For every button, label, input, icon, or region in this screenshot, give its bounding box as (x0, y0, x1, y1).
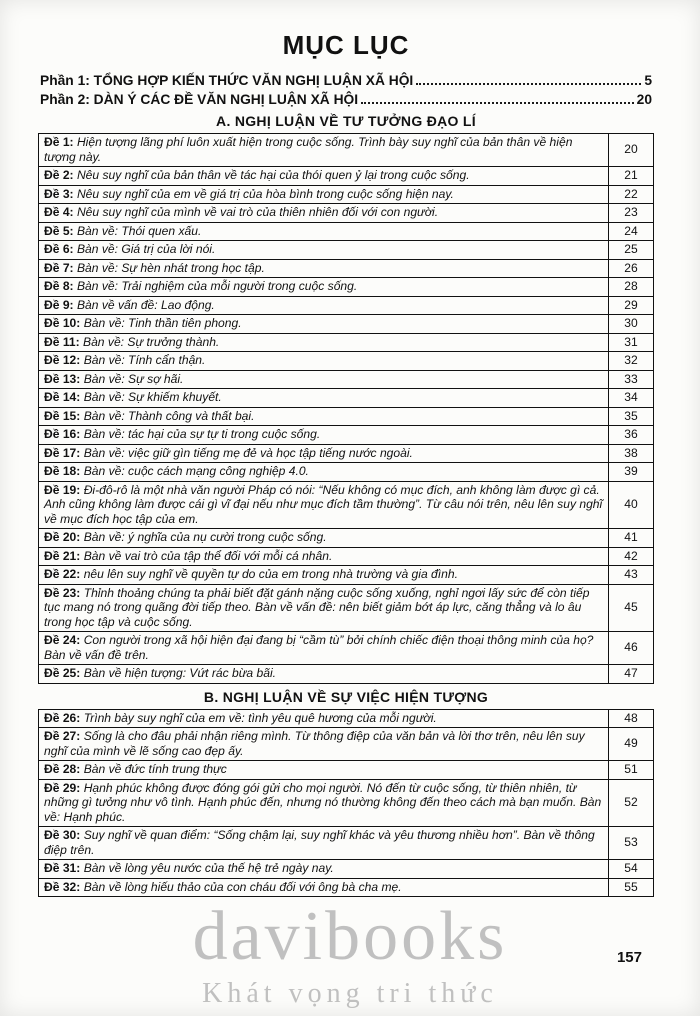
part-label: Phần 2: DÀN Ý CÁC ĐỀ VĂN NGHỊ LUẬN XÃ HỘI (40, 92, 359, 107)
entry-page-number: 26 (609, 259, 654, 278)
entry-label: Đề 24: (44, 633, 81, 647)
toc-table (38, 709, 654, 898)
entry-label: Đề 14: (44, 390, 81, 404)
entry-text: Bàn về: việc giữ gìn tiếng mẹ đẻ và học tập tiếng nước ngoài. (83, 445, 413, 460)
toc-sections (38, 113, 654, 897)
entry-page-number: 24 (609, 222, 654, 241)
entry-cell (39, 426, 609, 445)
entry-text: Đi-đô-rô là một nhà văn người Pháp có nói: “Nếu không có mục đích, anh không làm được gì cả. Anh cũng không làm được cái gì vĩ đại nếu như mục đích tầm thường”. Từ câu nói trên, nêu lên suy nghĩ về mục đích học tập của em. (44, 482, 603, 526)
entry-cell (39, 632, 609, 665)
entry-text: Suy nghĩ về quan điểm: “Sống chậm lại, suy nghĩ khác và yêu thương nhiều hơn”. Bàn về thông điệp trên. (44, 828, 595, 857)
entry-cell (39, 134, 609, 167)
table-row (39, 167, 654, 186)
entry-page-number: 42 (609, 547, 654, 566)
entry-text: Hiện tượng lãng phí luôn xuất hiện trong cuộc sống. Trình bày suy nghĩ của bản thân về hiện tượng này. (44, 135, 573, 164)
entry-label: Đề 25: (44, 666, 81, 680)
entry-label: Đề 16: (44, 427, 81, 441)
entry-label: Đề 5: (44, 223, 74, 238)
watermark-brand: davibooks (192, 898, 508, 975)
part-page: 5 (644, 73, 652, 88)
section-heading: A. NGHỊ LUẬN VỀ TƯ TƯỞNG ĐẠO LÍ (216, 113, 476, 129)
dot-leader (416, 83, 641, 85)
entry-page-number: 52 (609, 779, 654, 827)
entry-text: Bàn về vấn đề: Lao động. (76, 297, 215, 312)
table-row (39, 878, 654, 897)
table-row (39, 529, 654, 548)
entry-text: Bàn về: ý nghĩa của nụ cười trong cuộc sống. (83, 530, 327, 544)
entry-label: Đề 3: (44, 186, 74, 201)
entry-page-number: 34 (609, 389, 654, 408)
entry-cell (39, 167, 609, 186)
watermark (0, 898, 700, 1010)
entry-label: Đề 17: (44, 445, 81, 460)
entry-cell (39, 407, 609, 426)
entry-page-number: 46 (609, 632, 654, 665)
table-row (39, 204, 654, 223)
entry-cell (39, 463, 609, 482)
entry-page-number: 39 (609, 463, 654, 482)
entry-page-number: 48 (609, 709, 654, 728)
entry-label: Đề 26: (44, 710, 81, 725)
entry-text: Bàn về: Thói quen xấu. (76, 223, 202, 238)
entry-page-number: 31 (609, 333, 654, 352)
table-row (39, 426, 654, 445)
entry-text: Bàn về lòng hiếu thảo của con cháu đối với ông bà cha mẹ. (83, 879, 402, 894)
entry-text: Bàn về vai trò của tập thể đối với mỗi cá nhân. (83, 548, 333, 563)
entry-text: Bàn về hiện tượng: Vứt rác bừa bãi. (83, 666, 277, 680)
entry-label: Đề 2: (44, 168, 74, 182)
table-row (39, 389, 654, 408)
entry-page-number: 22 (609, 185, 654, 204)
section-heading: B. NGHỊ LUẬN VỀ SỰ VIỆC HIỆN TƯỢNG (203, 688, 489, 705)
entry-page-number: 35 (609, 407, 654, 426)
entry-text: Bàn về đức tính trung thực (83, 762, 227, 776)
parts-list (40, 73, 652, 107)
table-row (39, 463, 654, 482)
entry-text: Hạnh phúc không được đóng gói gửi cho mọi người. Nó đến từ cuộc sống, từ thiên nhiên, từ những gì tưởng như vô tình. Hạnh phúc đến, nhưng nó thường không đến theo cách mà bạn muốn. Bàn về: Hạnh phúc. (44, 780, 602, 824)
entry-cell (39, 444, 609, 463)
entry-cell (39, 665, 609, 684)
page-number: 157 (616, 949, 642, 966)
table-row (39, 296, 654, 315)
toc-table (38, 133, 654, 684)
entry-cell (39, 566, 609, 585)
entry-label: Đề 19: (44, 482, 81, 497)
entry-text: Bàn về: tác hại của sự tự ti trong cuộc sống. (83, 427, 321, 441)
entry-text: Sống là cho đâu phải nhận riêng mình. Từ thông điệp của văn bản và lời thơ trên, nêu lên suy nghĩ của mình về lẽ sống cao đẹp ấy. (44, 729, 585, 758)
entry-cell (39, 389, 609, 408)
entry-text: Bàn về: Sự trưởng thành. (83, 334, 220, 349)
entry-text: Bàn về: Tinh thần tiên phong. (83, 316, 242, 330)
entry-page-number: 36 (609, 426, 654, 445)
entry-label: Đề 29: (44, 780, 81, 795)
entry-cell (39, 481, 609, 529)
entry-label: Đề 13: (44, 371, 81, 386)
table-row (39, 278, 654, 297)
entry-cell (39, 878, 609, 897)
entry-cell (39, 315, 609, 334)
entry-page-number: 38 (609, 444, 654, 463)
entry-label: Đề 4: (44, 205, 74, 219)
entry-label: Đề 20: (44, 530, 81, 544)
table-row (39, 827, 654, 860)
entry-page-number: 21 (609, 167, 654, 186)
entry-page-number: 20 (609, 134, 654, 167)
table-row (39, 134, 654, 167)
entry-cell (39, 370, 609, 389)
entry-cell (39, 827, 609, 860)
entry-text: Con người trong xã hội hiện đại đang bị “cầm tù” bởi chính chiếc điện thoại thông minh của họ? Bàn về vấn đề trên. (44, 633, 594, 662)
entry-text: Bàn về: cuộc cách mạng công nghiệp 4.0. (83, 464, 309, 478)
table-row (39, 352, 654, 371)
entry-page-number: 23 (609, 204, 654, 223)
entry-cell (39, 584, 609, 632)
dot-leader (361, 102, 634, 104)
entry-label: Đề 27: (44, 729, 81, 743)
entry-page-number: 55 (609, 878, 654, 897)
entry-label: Đề 7: (44, 260, 74, 275)
watermark-slogan: Khát vọng tri thức (202, 978, 498, 1009)
entry-page-number: 43 (609, 566, 654, 585)
entry-page-number: 32 (609, 352, 654, 371)
table-row (39, 709, 654, 728)
entry-label: Đề 12: (44, 353, 81, 367)
table-row (39, 407, 654, 426)
table-row (39, 222, 654, 241)
part-entry-1 (40, 73, 652, 88)
entry-page-number: 30 (609, 315, 654, 334)
entry-text: Bàn về: Thành công và thất bại. (83, 408, 255, 423)
entry-page-number: 49 (609, 728, 654, 761)
page-title: MỤC LỤC (282, 30, 410, 60)
entry-label: Đề 8: (44, 279, 74, 293)
entry-label: Đề 9: (44, 297, 74, 312)
table-row (39, 444, 654, 463)
entry-cell (39, 241, 609, 260)
entry-text: Trình bày suy nghĩ của em về: tình yêu quê hương của mỗi người. (83, 710, 437, 725)
entry-cell (39, 779, 609, 827)
entry-text: Nêu suy nghĩ của mình về vai trò của thiên nhiên đối với con người. (76, 205, 439, 219)
entry-page-number: 25 (609, 241, 654, 260)
entry-page-number: 54 (609, 860, 654, 879)
entry-text: Bàn về: Giá trị của lời nói. (76, 242, 216, 256)
table-row (39, 632, 654, 665)
table-row (39, 185, 654, 204)
entry-label: Đề 11: (44, 334, 80, 349)
entry-text: Bàn về: Tính cẩn thận. (83, 353, 206, 367)
entry-cell (39, 333, 609, 352)
table-row (39, 370, 654, 389)
entry-cell (39, 860, 609, 879)
table-row (39, 481, 654, 529)
table-row (39, 333, 654, 352)
entry-cell (39, 259, 609, 278)
part-page: 20 (636, 92, 652, 107)
entry-text: Nêu suy nghĩ của em về giá trị của hòa bình trong cuộc sống hiện nay. (76, 186, 454, 201)
entry-cell (39, 728, 609, 761)
entry-text: Nêu suy nghĩ của bản thân về tác hại của thói quen ỷ lại trong cuộc sống. (76, 168, 470, 182)
entry-cell (39, 352, 609, 371)
entry-label: Đề 21: (44, 548, 81, 563)
part-label: Phần 1: TỔNG HỢP KIẾN THỨC VĂN NGHỊ LUẬN XÃ HỘI (40, 73, 414, 88)
table-row (39, 860, 654, 879)
entry-text: Bàn về: Sự khiếm khuyết. (83, 390, 222, 404)
entry-cell (39, 222, 609, 241)
table-row (39, 761, 654, 780)
entry-label: Đề 30: (44, 828, 81, 842)
entry-label: Đề 10: (44, 316, 81, 330)
entry-label: Đề 18: (44, 464, 81, 478)
table-row (39, 315, 654, 334)
table-row (39, 728, 654, 761)
entry-page-number: 47 (609, 665, 654, 684)
entry-page-number: 33 (609, 370, 654, 389)
entry-cell (39, 709, 609, 728)
table-row (39, 584, 654, 632)
entry-cell (39, 529, 609, 548)
entry-cell (39, 547, 609, 566)
table-row (39, 547, 654, 566)
entry-label: Đề 22: (44, 567, 81, 581)
entry-text: Thỉnh thoảng chúng ta phải biết đặt gánh nặng cuộc sống xuống, nghỉ ngơi lấy sức để còn tiếp tục mang nó trong quãng đời tiếp theo. Bàn về vấn đề: nên biết giảm bớt áp lực, căng thẳng và lo âu trong học tập và cuộc sống. (44, 585, 590, 629)
entry-page-number: 41 (609, 529, 654, 548)
entry-cell (39, 278, 609, 297)
entry-label: Đề 28: (44, 762, 81, 776)
part-entry-2 (40, 92, 652, 107)
entry-page-number: 45 (609, 584, 654, 632)
table-row (39, 241, 654, 260)
table-row (39, 779, 654, 827)
table-row (39, 259, 654, 278)
entry-label: Đề 15: (44, 408, 81, 423)
entry-page-number: 29 (609, 296, 654, 315)
entry-label: Đề 1: (44, 135, 74, 149)
entry-text: nêu lên suy nghĩ về quyền tự do của em trong nhà trường và gia đình. (83, 567, 458, 581)
entry-text: Bàn về: Sự hèn nhát trong học tập. (76, 260, 265, 275)
table-row (39, 566, 654, 585)
entry-label: Đề 32: (44, 879, 81, 894)
entry-label: Đề 31: (44, 861, 81, 875)
entry-cell (39, 761, 609, 780)
entry-cell (39, 185, 609, 204)
entry-cell (39, 204, 609, 223)
entry-cell (39, 296, 609, 315)
entry-label: Đề 23: (44, 585, 81, 600)
entry-label: Đề 6: (44, 242, 74, 256)
entry-text: Bàn về lòng yêu nước của thế hệ trẻ ngày nay. (83, 861, 334, 875)
entry-page-number: 28 (609, 278, 654, 297)
entry-page-number: 51 (609, 761, 654, 780)
table-row (39, 665, 654, 684)
entry-page-number: 40 (609, 481, 654, 529)
entry-page-number: 53 (609, 827, 654, 860)
entry-text: Bàn về: Trải nghiệm của mỗi người trong cuộc sống. (76, 279, 358, 293)
entry-text: Bàn về: Sự sợ hãi. (83, 371, 184, 386)
